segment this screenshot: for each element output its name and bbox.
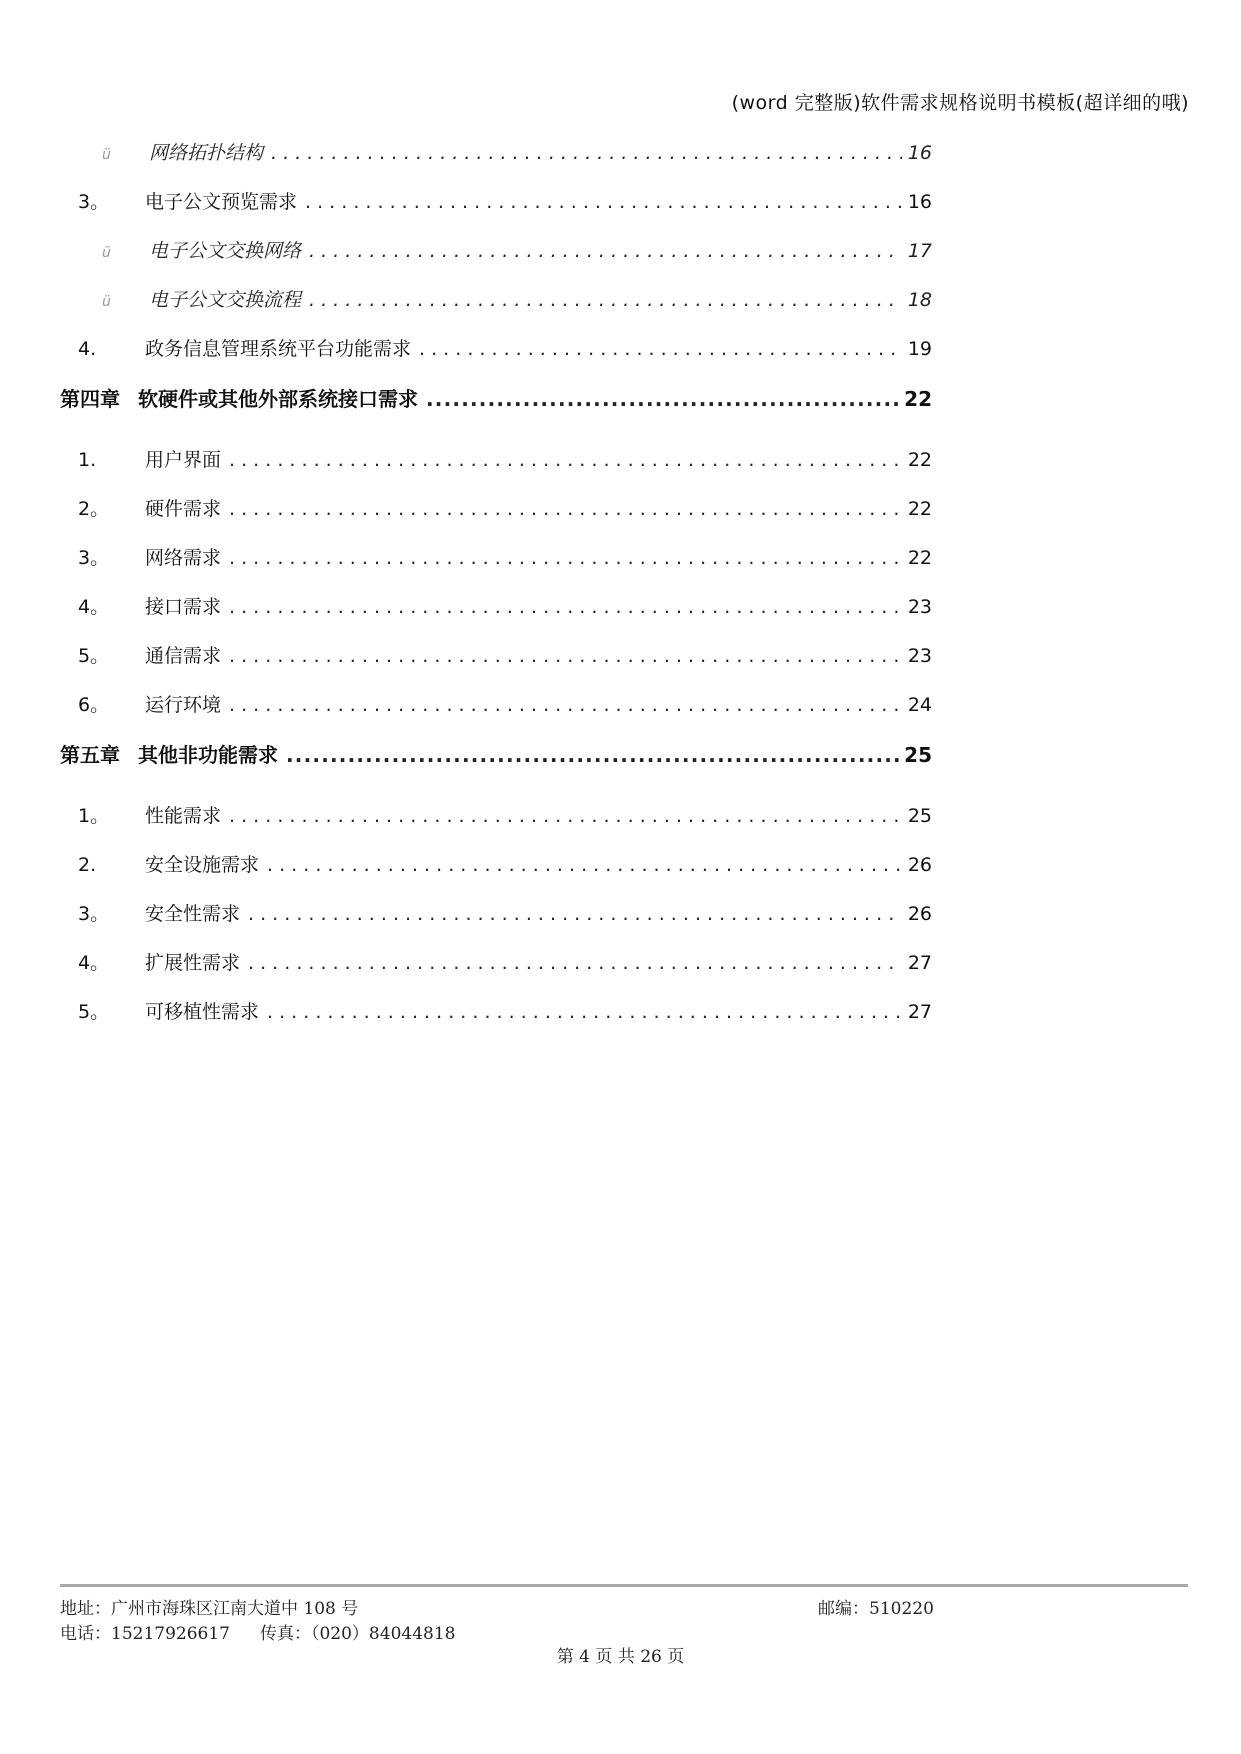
- toc-entry-number: 2。: [78, 498, 110, 520]
- toc-entry-label: 扩展性需求: [145, 952, 241, 974]
- toc-entry-sub[interactable]: [60, 187, 932, 236]
- footer-postal-code: 邮编：510220: [818, 1599, 934, 1619]
- toc-entry-sub[interactable]: [60, 543, 932, 592]
- toc-entry-number: 1.: [78, 449, 97, 471]
- toc-dot-leader: [229, 498, 902, 520]
- toc-dot-leader: [426, 387, 900, 411]
- toc-dot-leader: [229, 547, 902, 569]
- toc-dot-leader: [305, 191, 902, 213]
- toc-entry-label: 安全设施需求: [145, 854, 260, 876]
- toc-entry-page-number: 16: [907, 191, 932, 213]
- toc-entry-number: 3。: [78, 191, 110, 213]
- toc-entry-label: 网络拓扑结构: [149, 142, 264, 164]
- toc-entry-page-number: 22: [907, 498, 932, 520]
- toc-entry-number: 5。: [78, 1001, 110, 1023]
- toc-entry-label: 电子公文预览需求: [145, 191, 298, 213]
- toc-entry-sub[interactable]: [60, 592, 932, 641]
- toc-entry-label: 接口需求: [145, 596, 222, 618]
- toc-entry-page-number: 22: [907, 547, 932, 569]
- toc-entry-number: 第五章: [60, 743, 120, 767]
- toc-dot-leader: [229, 694, 902, 716]
- document-header-title: (word 完整版)软件需求规格说明书模板(超详细的哦): [731, 92, 1189, 114]
- toc-entry-number: 6。: [78, 694, 110, 716]
- toc-entry-number: 4.: [78, 338, 97, 360]
- toc-dot-leader: [271, 142, 902, 164]
- toc-entry-label: 电子公文交换流程: [149, 289, 302, 311]
- toc-entry-chapter[interactable]: [60, 739, 932, 801]
- checkmark-bullet-icon: ü: [102, 147, 111, 163]
- toc-entry-sub[interactable]: [60, 690, 932, 739]
- toc-entry-page-number: 23: [907, 645, 932, 667]
- toc-entry-sub[interactable]: [60, 899, 932, 948]
- toc-entry-label: 其他非功能需求: [138, 743, 278, 767]
- toc-entry-page-number: 18: [907, 289, 932, 311]
- toc-entry-page-number: 22: [907, 449, 932, 471]
- toc-entry-number: 5。: [78, 645, 110, 667]
- toc-entry-label: 通信需求: [145, 645, 222, 667]
- toc-dot-leader: [229, 805, 902, 827]
- toc-entry-label: 政务信息管理系统平台功能需求: [145, 338, 412, 360]
- toc-entry-label: 性能需求: [145, 805, 222, 827]
- footer-fax: 传真：（020）84044818: [259, 1624, 456, 1644]
- toc-entry-bullet[interactable]: [60, 285, 932, 334]
- toc-entry-number: 1。: [78, 805, 110, 827]
- table-of-contents: [60, 138, 932, 1046]
- toc-entry-sub[interactable]: [60, 445, 932, 494]
- toc-entry-sub[interactable]: [60, 850, 932, 899]
- toc-entry-page-number: 19: [907, 338, 932, 360]
- toc-dot-leader: [248, 903, 902, 925]
- toc-entry-bullet[interactable]: [60, 236, 932, 285]
- toc-dot-leader: [229, 645, 902, 667]
- toc-entry-sub[interactable]: [60, 494, 932, 543]
- toc-entry-sub[interactable]: [60, 801, 932, 850]
- toc-entry-label: 软硬件或其他外部系统接口需求: [138, 387, 418, 411]
- toc-entry-sub[interactable]: [60, 997, 932, 1046]
- toc-entry-number: 3。: [78, 547, 110, 569]
- toc-entry-page-number: 22: [904, 387, 932, 411]
- toc-entry-label: 用户界面: [145, 449, 222, 471]
- toc-entry-label: 网络需求: [145, 547, 222, 569]
- toc-entry-page-number: 16: [907, 142, 932, 164]
- toc-entry-page-number: 27: [907, 1001, 932, 1023]
- toc-entry-page-number: 23: [907, 596, 932, 618]
- toc-entry-sub[interactable]: [60, 334, 932, 383]
- toc-entry-number: 2.: [78, 854, 97, 876]
- toc-entry-label: 硬件需求: [145, 498, 222, 520]
- page-indicator: 第 4 页 共 26 页: [556, 1647, 685, 1667]
- toc-entry-sub[interactable]: [60, 641, 932, 690]
- toc-dot-leader: [286, 743, 900, 767]
- toc-entry-page-number: 24: [907, 694, 932, 716]
- toc-dot-leader: [309, 289, 902, 311]
- footer-phone: 电话：15217926617: [60, 1624, 230, 1644]
- footer-divider: [60, 1584, 1188, 1587]
- toc-entry-bullet[interactable]: [60, 138, 932, 187]
- toc-entry-number: 4。: [78, 596, 110, 618]
- checkmark-bullet-icon: ü: [102, 245, 111, 261]
- toc-entry-number: 第四章: [60, 387, 120, 411]
- toc-entry-page-number: 17: [907, 240, 932, 262]
- toc-entry-chapter[interactable]: [60, 383, 932, 445]
- toc-entry-label: 安全性需求: [145, 903, 241, 925]
- toc-entry-label: 可移植性需求: [145, 1001, 260, 1023]
- toc-entry-sub[interactable]: [60, 948, 932, 997]
- toc-entry-page-number: 25: [907, 805, 932, 827]
- toc-dot-leader: [419, 338, 902, 360]
- toc-dot-leader: [309, 240, 902, 262]
- toc-dot-leader: [248, 952, 902, 974]
- toc-entry-page-number: 26: [907, 854, 932, 876]
- toc-entry-page-number: 26: [907, 903, 932, 925]
- toc-dot-leader: [267, 854, 902, 876]
- toc-entry-label: 运行环境: [145, 694, 222, 716]
- toc-entry-label: 电子公文交换网络: [149, 240, 302, 262]
- footer-address: 地址：广州市海珠区江南大道中 108 号: [60, 1599, 359, 1619]
- toc-dot-leader: [229, 449, 902, 471]
- toc-entry-page-number: 27: [907, 952, 932, 974]
- toc-entry-number: 3。: [78, 903, 110, 925]
- toc-dot-leader: [229, 596, 902, 618]
- toc-dot-leader: [267, 1001, 902, 1023]
- page-footer: [60, 1594, 1188, 1644]
- toc-entry-page-number: 25: [904, 743, 932, 767]
- toc-entry-number: 4。: [78, 952, 110, 974]
- checkmark-bullet-icon: ü: [102, 294, 111, 310]
